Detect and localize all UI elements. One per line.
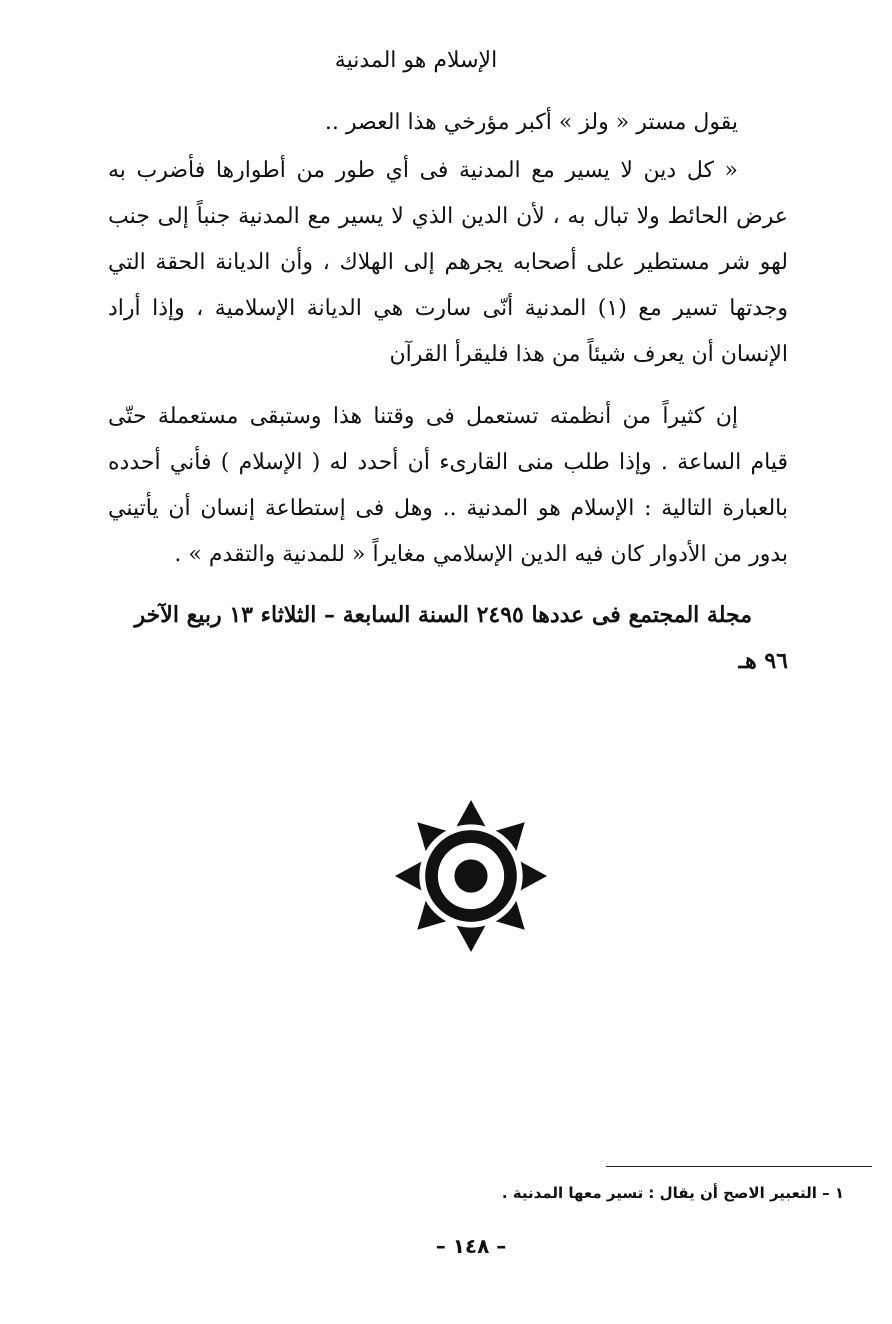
main-text	[108, 100, 788, 684]
running-title: الإسلام هو المدنية	[334, 48, 498, 73]
footnote-rule	[606, 1166, 872, 1167]
page-number: – ١٤٨ –	[435, 1234, 507, 1258]
eight-point-star-rosette-icon	[393, 798, 549, 954]
quote-paragraph: « كل دين لا يسير مع المدنية فى أي طور من أطوارها فأضرب به عرض الحائط ولا تبال به ، لأن الدين الذي لا يسير مع المدنية جنباً إلى جنب لهو شر مستطير على أصحابه يجرهم إلى الهلاك ، وأن الديانة الحقة التي وجدتها تسير مع (١) المدنية أنّى سارت هي الديانة الإسلامية ، وإذا أراد الإنسان أن يعرف شيئاً من هذا فليقرأ القرآن	[108, 158, 788, 367]
footnote: ١ – التعبير الاصح أن يقال : تسير معها المدنية .	[501, 1184, 844, 1202]
source-citation: مجلة المجتمع فى عددها ٢٤٩٥ السنة السابعة – الثلاثاء ١٣ ربيع الآخر ٩٦ هـ	[134, 602, 788, 674]
intro-line: يقول مستر « ولز » أكبر مؤرخي هذا العصر ..	[324, 110, 738, 135]
second-paragraph: إن كثيراً من أنظمته تستعمل فى وقتنا هذا وستبقى مستعملة حتّى قيام الساعة . وإذا طلب منى القارىء أن أحدد له ( الإسلام ) فأني أحدده بالعبارة التالية : الإسلام هو المدنية .. وهل فى إستطاعة إنسان أن يأتيني بدور من الأدوار كان فيه الدين الإسلامي مغايراً « للمدنية والتقدم » .	[108, 404, 788, 567]
